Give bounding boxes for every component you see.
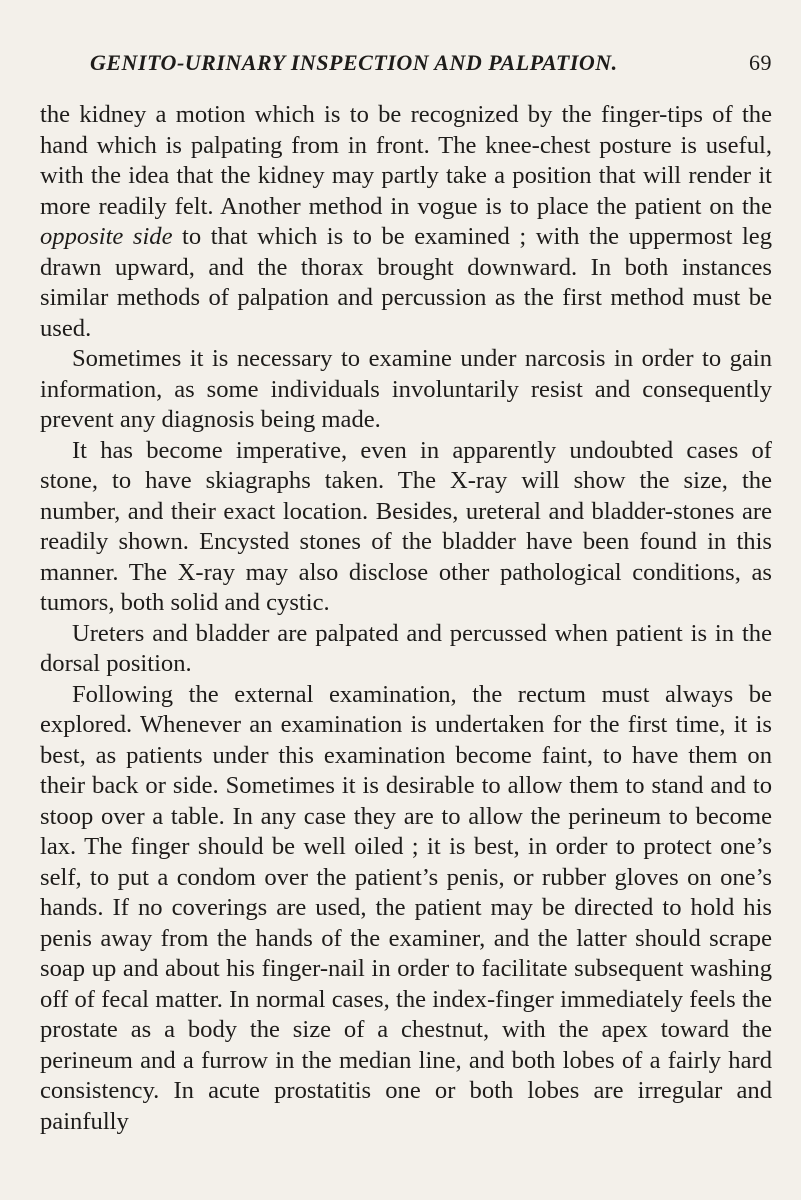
body-text: [40, 100, 772, 1137]
paragraph-5: Following the external examination, the rectum must always be explored. Whenever an examination is undertaken for the first time, it is best, as patients under this examination become faint, to have them on their back or side. Sometimes it is desirable to allow them to stand and to stoop over a table. In any case they are to allow the perineum to become lax. The finger should be well oiled ; it is best, in order to protect one’s self, to put a condom over the patient’s penis, or rubber gloves on one’s hands. If no coverings are used, the patient may be directed to hold his penis away from the hands of the examiner, and the latter should scrape soap up and about his finger-nail in order to facilitate subsequent washing off of fecal matter. In normal cases, the index-finger immediately feels the prostate as a body the size of a chestnut, with the apex toward the perineum and a furrow in the median line, and both lobes of a fairly hard consistency. In acute prostatitis one or both lobes are irregular and painfully: [40, 680, 772, 1135]
running-head: [40, 44, 772, 84]
paragraph-2: Sometimes it is necessary to examine under narcosis in order to gain information, as some individuals involuntarily resist and consequently prevent any diagnosis being made.: [40, 345, 772, 433]
paragraph-1-after: to that which is to be examined ; with the uppermost leg drawn upward, and the thorax brought downward. In both instances similar methods of palpation and percussion as the first method must be used.: [40, 223, 773, 342]
paragraph-1-before: the kidney a motion which is to be recognized by the finger-tips of the hand which is palpating from in front. The knee-chest posture is useful, with the idea that the kidney may partly take a position that will render it more readily felt. Another method in vogue is to place the patient on the: [40, 101, 772, 220]
running-title: GENITO-URINARY INSPECTION AND PALPATION.: [90, 50, 618, 75]
page-number: 69: [749, 50, 772, 75]
paragraph-1: [40, 100, 772, 344]
paragraph-4: Ureters and bladder are palpated and percussed when patient is in the dorsal position.: [40, 619, 772, 677]
italic-opposite-side: opposite side: [40, 223, 173, 250]
paragraph-3: It has become imperative, even in apparently undoubted cases of stone, to have skiagraphs taken. The X-ray will show the size, the number, and their exact location. Besides, ureteral and bladder-stones are readily shown. Encysted stones of the bladder have been found in this manner. The X-ray may also disclose other pathological conditions, as tumors, both solid and cystic.: [40, 436, 772, 616]
book-page: [40, 44, 773, 1135]
